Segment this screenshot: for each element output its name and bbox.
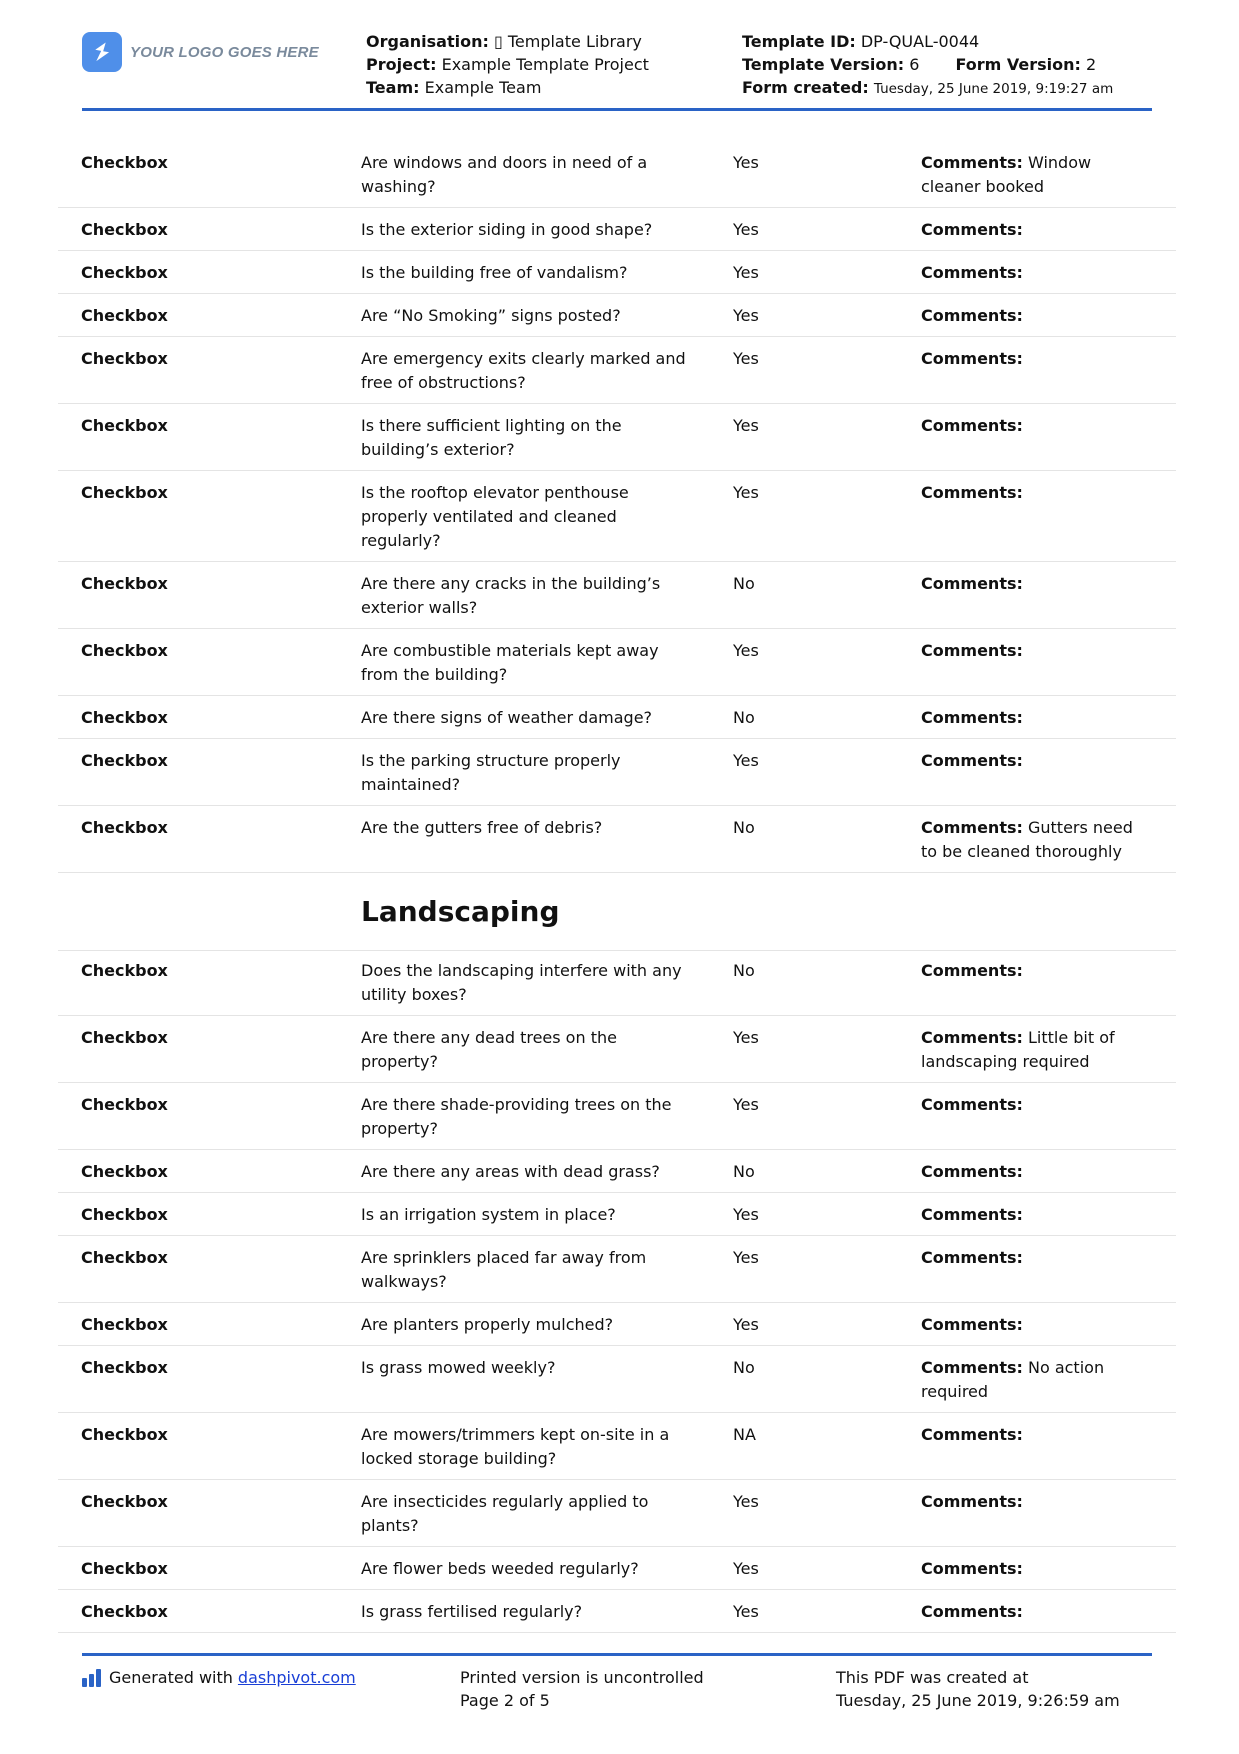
row-question: Are there signs of weather damage?	[361, 708, 653, 727]
form-created-label: Form created:	[742, 78, 869, 97]
checklist-row	[58, 1083, 1176, 1150]
row-comments	[921, 218, 1151, 242]
comments-label: Comments:	[921, 961, 1023, 980]
row-label: Checkbox	[81, 708, 168, 727]
section-header	[58, 873, 1176, 951]
checklist-row	[58, 1150, 1176, 1193]
row-comments	[921, 572, 1151, 596]
comments-label: Comments:	[921, 1162, 1023, 1181]
template-version-label: Template Version:	[742, 55, 905, 74]
project-value: Example Template Project	[441, 55, 649, 74]
row-answer: NA	[733, 1425, 756, 1444]
organisation-value: ▯ Template Library	[493, 32, 642, 51]
checklist-row	[58, 629, 1176, 696]
row-answer: Yes	[733, 483, 759, 502]
row-question: Are insecticides regularly applied to plants?	[361, 1492, 649, 1535]
row-label: Checkbox	[81, 306, 168, 325]
created-at-value: Tuesday, 25 June 2019, 9:26:59 am	[836, 1691, 1120, 1710]
comments-label: Comments:	[921, 483, 1023, 502]
row-answer: Yes	[733, 220, 759, 239]
row-question: Are “No Smoking” signs posted?	[361, 306, 621, 325]
row-question: Are there any dead trees on the property?	[361, 1028, 617, 1071]
row-answer: Yes	[733, 1095, 759, 1114]
comments-label: Comments:	[921, 1205, 1023, 1224]
row-label: Checkbox	[81, 751, 168, 770]
row-question: Is grass fertilised regularly?	[361, 1602, 583, 1621]
comments-value: Window cleaner booked	[921, 153, 1092, 196]
row-answer: Yes	[733, 1602, 759, 1621]
row-question: Are flower beds weeded regularly?	[361, 1559, 639, 1578]
checklist-row	[58, 1346, 1176, 1413]
comments-label: Comments:	[921, 751, 1023, 770]
checklist-row	[58, 404, 1176, 471]
row-answer: No	[733, 1358, 755, 1377]
created-at-label: This PDF was created at	[836, 1668, 1029, 1687]
page-number: Page 2 of 5	[460, 1691, 550, 1710]
row-comments	[921, 347, 1151, 371]
footer-divider	[82, 1653, 1152, 1656]
row-label: Checkbox	[81, 818, 168, 837]
comments-label: Comments:	[921, 1248, 1023, 1267]
row-question: Are windows and doors in need of a washing?	[361, 153, 648, 196]
row-comments	[921, 1026, 1151, 1074]
comments-label: Comments:	[921, 1028, 1023, 1047]
form-version-label: Form Version:	[955, 55, 1081, 74]
checklist-row	[58, 696, 1176, 739]
row-answer: Yes	[733, 1492, 759, 1511]
row-question: Is grass mowed weekly?	[361, 1358, 556, 1377]
comments-value: Little bit of landscaping required	[921, 1028, 1115, 1071]
row-comments	[921, 706, 1151, 730]
comments-label: Comments:	[921, 574, 1023, 593]
organisation-label: Organisation:	[366, 32, 489, 51]
row-label: Checkbox	[81, 416, 168, 435]
row-label: Checkbox	[81, 1315, 168, 1334]
checklist	[58, 143, 1176, 1633]
row-question: Does the landscaping interfere with any utility boxes?	[361, 961, 682, 1004]
row-comments	[921, 1093, 1151, 1117]
bar-chart-icon	[82, 1669, 101, 1687]
comments-value: No action required	[921, 1358, 1105, 1401]
checklist-row	[58, 208, 1176, 251]
row-answer: Yes	[733, 1248, 759, 1267]
row-comments	[921, 1356, 1151, 1404]
row-comments	[921, 1600, 1151, 1624]
form-created-value: Tuesday, 25 June 2019, 9:19:27 am	[873, 81, 1114, 97]
checklist-row	[58, 143, 1176, 208]
row-question: Is the parking structure properly maintained?	[361, 751, 621, 794]
logo	[82, 32, 319, 72]
row-label: Checkbox	[81, 1559, 168, 1578]
row-question: Are emergency exits clearly marked and free of obstructions?	[361, 349, 686, 392]
comments-label: Comments:	[921, 708, 1023, 727]
row-label: Checkbox	[81, 961, 168, 980]
checklist-row	[58, 1016, 1176, 1083]
checklist-group-exterior	[58, 143, 1176, 873]
row-label: Checkbox	[81, 641, 168, 660]
row-label: Checkbox	[81, 263, 168, 282]
checklist-row	[58, 337, 1176, 404]
document-header	[82, 30, 1152, 110]
team-label: Team:	[366, 78, 420, 97]
row-answer: Yes	[733, 263, 759, 282]
row-comments	[921, 304, 1151, 328]
row-answer: No	[733, 1162, 755, 1181]
section-title: Landscaping	[361, 895, 560, 928]
row-label: Checkbox	[81, 1358, 168, 1377]
comments-value: Gutters need to be cleaned thoroughly	[921, 818, 1133, 861]
row-label: Checkbox	[81, 1425, 168, 1444]
comments-label: Comments:	[921, 1559, 1023, 1578]
comments-label: Comments:	[921, 220, 1023, 239]
header-divider	[82, 108, 1152, 111]
row-label: Checkbox	[81, 220, 168, 239]
row-comments	[921, 1203, 1151, 1227]
row-label: Checkbox	[81, 1028, 168, 1047]
row-answer: No	[733, 818, 755, 837]
row-question: Are sprinklers placed far away from walkways?	[361, 1248, 647, 1291]
template-version-value: 6	[909, 55, 920, 74]
comments-label: Comments:	[921, 153, 1023, 172]
checklist-row	[58, 1480, 1176, 1547]
row-comments	[921, 261, 1151, 285]
comments-label: Comments:	[921, 1358, 1023, 1377]
row-comments	[921, 1490, 1151, 1514]
row-label: Checkbox	[81, 483, 168, 502]
template-id-value: DP-QUAL-0044	[860, 32, 980, 51]
row-comments	[921, 414, 1151, 438]
row-answer: No	[733, 708, 755, 727]
row-label: Checkbox	[81, 1162, 168, 1181]
footer-created-info	[836, 1666, 1120, 1712]
row-question: Is the exterior siding in good shape?	[361, 220, 653, 239]
row-label: Checkbox	[81, 153, 168, 172]
row-answer: No	[733, 574, 755, 593]
comments-label: Comments:	[921, 349, 1023, 368]
row-comments	[921, 816, 1151, 864]
row-question: Is the rooftop elevator penthouse properly ventilated and cleaned regularly?	[361, 483, 629, 550]
checklist-row	[58, 562, 1176, 629]
checklist-row	[58, 951, 1176, 1016]
checklist-row	[58, 1590, 1176, 1633]
checklist-row	[58, 471, 1176, 562]
row-comments	[921, 639, 1151, 663]
row-answer: Yes	[733, 751, 759, 770]
comments-label: Comments:	[921, 1315, 1023, 1334]
header-template-info	[742, 30, 1113, 101]
row-comments	[921, 151, 1151, 199]
checklist-group-landscaping	[58, 951, 1176, 1633]
row-answer: No	[733, 961, 755, 980]
row-answer: Yes	[733, 153, 759, 172]
row-label: Checkbox	[81, 1248, 168, 1267]
row-comments	[921, 1246, 1151, 1270]
row-question: Are planters properly mulched?	[361, 1315, 614, 1334]
team-value: Example Team	[424, 78, 542, 97]
checklist-row	[58, 251, 1176, 294]
form-version-value: 2	[1085, 55, 1097, 74]
row-label: Checkbox	[81, 1205, 168, 1224]
row-label: Checkbox	[81, 1602, 168, 1621]
row-answer: Yes	[733, 1028, 759, 1047]
checklist-row	[58, 1413, 1176, 1480]
row-answer: Yes	[733, 349, 759, 368]
row-answer: Yes	[733, 641, 759, 660]
logo-text: YOUR LOGO GOES HERE	[130, 43, 319, 61]
checklist-row	[58, 294, 1176, 337]
row-answer: Yes	[733, 416, 759, 435]
row-question: Are there any cracks in the building’s exterior walls?	[361, 574, 661, 617]
uncontrolled-text: Printed version is uncontrolled	[460, 1668, 704, 1687]
checklist-row	[58, 1236, 1176, 1303]
row-comments	[921, 1557, 1151, 1581]
row-label: Checkbox	[81, 574, 168, 593]
comments-label: Comments:	[921, 1492, 1023, 1511]
comments-label: Comments:	[921, 263, 1023, 282]
comments-label: Comments:	[921, 306, 1023, 325]
checklist-row	[58, 1303, 1176, 1346]
checklist-row	[58, 806, 1176, 873]
project-label: Project:	[366, 55, 437, 74]
comments-label: Comments:	[921, 1602, 1023, 1621]
dashpivot-link[interactable]: dashpivot.com	[237, 1668, 356, 1687]
row-question: Are there any areas with dead grass?	[361, 1162, 660, 1181]
row-answer: Yes	[733, 1315, 759, 1334]
row-answer: Yes	[733, 1559, 759, 1578]
footer-generated	[82, 1666, 356, 1689]
checklist-row	[58, 1193, 1176, 1236]
row-question: Are there shade-providing trees on the property?	[361, 1095, 672, 1138]
row-question: Are combustible materials kept away from the building?	[361, 641, 659, 684]
row-question: Are mowers/trimmers kept on-site in a locked storage building?	[361, 1425, 670, 1468]
comments-label: Comments:	[921, 416, 1023, 435]
generated-with-text: Generated with	[109, 1668, 233, 1687]
row-comments	[921, 1313, 1151, 1337]
comments-label: Comments:	[921, 818, 1023, 837]
row-comments	[921, 1423, 1151, 1447]
comments-label: Comments:	[921, 641, 1023, 660]
row-comments	[921, 481, 1151, 505]
checklist-row	[58, 739, 1176, 806]
header-project-info	[366, 30, 649, 99]
row-answer: Yes	[733, 1205, 759, 1224]
template-id-label: Template ID:	[742, 32, 856, 51]
row-question: Are the gutters free of debris?	[361, 818, 603, 837]
logo-icon	[82, 32, 122, 72]
row-comments	[921, 959, 1151, 983]
row-label: Checkbox	[81, 349, 168, 368]
checklist-row	[58, 1547, 1176, 1590]
comments-label: Comments:	[921, 1425, 1023, 1444]
row-label: Checkbox	[81, 1095, 168, 1114]
row-question: Is an irrigation system in place?	[361, 1205, 616, 1224]
row-label: Checkbox	[81, 1492, 168, 1511]
row-question: Is the building free of vandalism?	[361, 263, 628, 282]
row-comments	[921, 1160, 1151, 1184]
row-comments	[921, 749, 1151, 773]
comments-label: Comments:	[921, 1095, 1023, 1114]
footer-page-info	[460, 1666, 704, 1712]
row-question: Is there sufficient lighting on the building’s exterior?	[361, 416, 622, 459]
row-answer: Yes	[733, 306, 759, 325]
